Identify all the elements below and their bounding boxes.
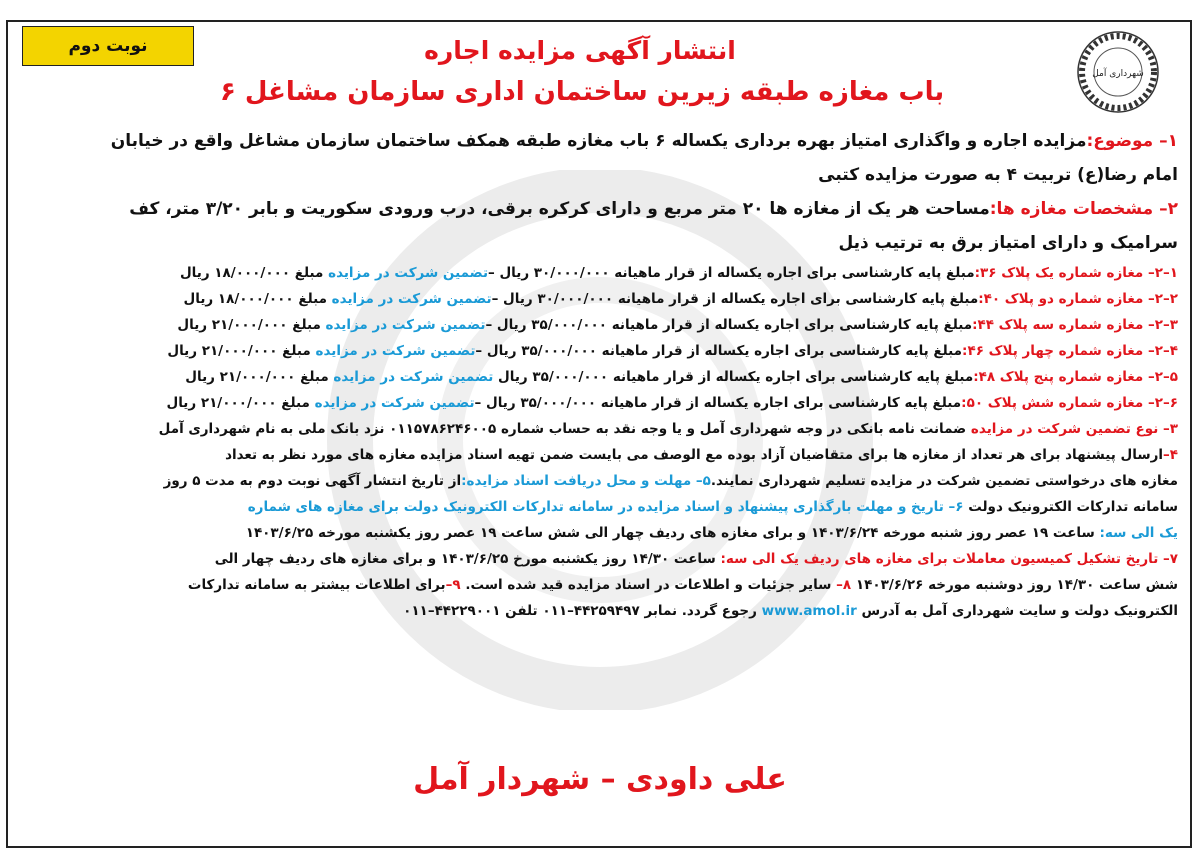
section-deadline: سامانه تدارکات الکترونیک دولت ۶– تاریخ و مهلت بارگذاری پیشنهاد و اسناد مزایده در سامانه تدارکات الکترونیک دولت برای مغازه های شماره [247,499,1178,515]
section-commission-cont: شش ساعت ۱۴/۳۰ روز دوشنبه مورخه ۱۴۰۳/۶/۲۶ ۸– سایر جزئیات و اطلاعات در اسناد مزایده قید شده است. ۹–برای اطلاعات بیشتر به سامانه تدارکات [187,577,1178,593]
shop-row: ۵–۲– مغازه شماره پنج پلاک ۴۸:مبلغ پایه کارشناسی برای اجاره یکساله از قرار ماهیانه ۳۵/۰۰۰/۰۰۰ ریال تضمین شرکت در مزایده مبلغ ۲۱/۰۰۰/۰۰۰ ریال [185,369,1178,385]
section-contact: الکترونیک دولت و سایت شهرداری آمل به آدرس www.amol.ir رجوع گردد. نمابر ۴۴۲۵۹۴۹۷–۰۱۱ تلفن ۴۴۲۲۹۰۰۱–۰۱۱ [403,603,1178,619]
shop-row: ۶–۲– مغازه شماره شش پلاک ۵۰:مبلغ پایه کارشناسی برای اجاره یکساله از قرار ماهیانه ۳۵/۰۰۰/۰۰۰ ریال –تضمین شرکت در مزایده مبلغ ۲۱/۰۰۰/۰۰۰ ریال [166,395,1178,411]
logo-seal-icon [1076,30,1160,114]
website-link[interactable]: www.amol.ir [761,603,857,619]
section-subject-cont: امام رضا(ع) تربیت ۴ به صورت مزایده کتبی [818,165,1178,185]
notice-body [22,124,1178,624]
section-commission: ۷– تاریخ تشکیل کمیسیون معاملات برای مغازه های ردیف یک الی سه: ساعت ۱۴/۳۰ روز یکشنبه مورخ ۱۴۰۳/۶/۲۵ و برای مغازه های ردیف چهار الی [214,551,1178,567]
signature: علی داودی – شهردار آمل [413,762,787,797]
section-proposal-cont: مغازه های درخواستی تضمین شرکت در مزایده تسلیم شهرداری نمایند.۵– مهلت و محل دریافت اسناد مزایده:از تاریخ انتشار آگهی نوبت دوم به مدت ۵ روز [163,473,1178,489]
shop-row: ۲–۲– مغازه شماره دو پلاک ۴۰:مبلغ پایه کارشناسی برای اجاره یکساله از قرار ماهیانه ۳۰/۰۰۰/۰۰۰ ریال –تضمین شرکت در مزایده مبلغ ۱۸/۰۰۰/۰۰۰ ریال [183,291,1178,307]
shop-row: ۳–۲– مغازه شماره سه پلاک ۴۴:مبلغ پایه کارشناسی برای اجاره یکساله از قرار ماهیانه ۳۵/۰۰۰/۰۰۰ ریال –تضمین شرکت در مزایده مبلغ ۲۱/۰۰۰/۰۰۰ ریال [177,317,1178,333]
section-subject: ۱– موضوع:مزایده اجاره و واگذاری امتیاز بهره برداری یکساله ۶ باب مغازه طبقه همکف ساختمان سازمان مشاغل واقع در خیابان [110,131,1178,151]
municipality-logo [1076,30,1160,114]
section-specs-cont: سرامیک و دارای امتیاز برق به ترتیب ذیل [838,233,1178,253]
shop-row: ۱–۲– مغازه شماره یک پلاک ۳۶:مبلغ پایه کارشناسی برای اجاره یکساله از قرار ماهیانه ۳۰/۰۰۰/۰۰۰ ریال –تضمین شرکت در مزایده مبلغ ۱۸/۰۰۰/۰۰۰ ریال [179,265,1178,281]
section-proposal: ۴–ارسال پیشنهاد برای هر تعداد از مغازه ها برای متقاضیان آزاد بوده مع الوصف می بایست ضمن تهیه اسناد مزایده مغازه های مورد نظر به تعداد [225,447,1178,463]
shop-row: ۴–۲– مغازه شماره چهار پلاک ۴۶:مبلغ پایه کارشناسی برای اجاره یکساله از قرار ماهیانه ۳۵/۰۰۰/۰۰۰ ریال –تضمین شرکت در مزایده مبلغ ۲۱/۰۰۰/۰۰۰ ریال [167,343,1178,359]
notice-title: انتشار آگهی مزایده اجاره [424,36,736,65]
section-specs: ۲– مشخصات مغازه ها:مساحت هر یک از مغازه ها ۲۰ متر مربع و دارای کرکره برقی، درب ورودی سکوریت و بابر ۳/۲۰ متر، کف [129,199,1178,219]
edition-badge: نوبت دوم [22,26,194,66]
section-guarantee: ۳– نوع تضمین شرکت در مزایده ضمانت نامه بانکی در وجه شهرداری آمل و یا وجه نقد به حساب شماره ۰۱۱۵۷۸۶۲۴۶۰۰۵ نزد بانک ملی به نام شهرداری آمل [158,421,1178,437]
section-upload-dates: یک الی سه: ساعت ۱۹ عصر روز شنبه مورخه ۱۴۰۳/۶/۲۴ و برای مغازه های ردیف چهار الی شش ساعت ۱۹ عصر روز یکشنبه مورخه ۱۴۰۳/۶/۲۵ [245,525,1178,541]
svg-text:شهرداری آمل: شهرداری آمل [1092,69,1144,79]
notice-subtitle: ۶ باب مغازه طبقه زیرین ساختمان اداری سازمان مشاغل [220,77,945,107]
